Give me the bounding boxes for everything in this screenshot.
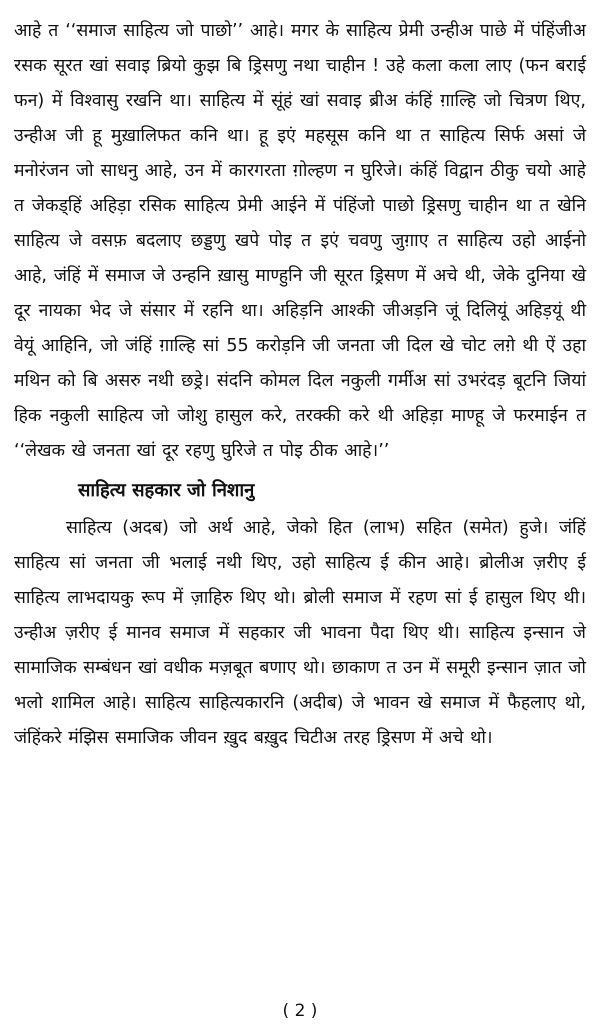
section-paragraph: साहित्य (अदब) जो अर्थ आहे, जेको हित (लाभ) सहित (समेत) हुजे। जंहिं साहित्य सां जनता जी भलाई नथी थिए, उहो साहित्य ई कीन आहे। ब्रोलीअ ज़रीए ई साहित्य लाभदायकु रूप में ज़ाहिरु थिए थो। ब्रोली समाज में रहण सां ई हासुल थिए थी। उन्हीअ ज़रीए ई मानव समाज में सहकार जी भावना पैदा थिए थी। साहित्य इन्सान जे सामाजिक सम्बंधन खां वधीक मज़बूत बणाए थो। छाकाण त उन में समूरी इन्सान ज़ात जो भलो शामिल आहे। साहित्य साहित्यकारनि (अदीब) जे भावन खे समाज में फैहलाए थो, जंहिंकरे मंझिस समाजिक जीवन ख़ुद बख़ुद चिटीअ तरह ड्रिसण में अचे थो। [14, 518, 586, 748]
section-heading: साहित्य सहकार जो निशानु [78, 480, 255, 501]
body-paragraph: आहे त ‘‘समाज साहित्य जो पाछो’’ आहे। मगर के साहित्य प्रेमी उन्हीअ पाछे में पंहिंजीअ रसक सूरत खां सवाइ ब्रियो कुझ बि ड्रिसणु नथा चाहीन ! उहे कला कला लाए (फन बराई फन) में विश्वासु रखनि था। साहित्य में सूंहं खां सवाइ ब्रीअ कंहिं ग़ाल्हि जो चित्रण थिए, उन्हीअ जी हू मुख़ालिफत कनि था। हू इएं महसूस कनि था त साहित्य सिर्फ असां जे मनोरंजन जो साधनु आहे, उन में कारगरता ग़ोल्हण न घुरिजे। कंहिं विद्वान ठीकु चयो आहे त जेकड्हिं अहिड़ा रसिक साहित्य प्रेमी आईने में पंहिंजो पाछो ड्रिसणु चाहीन था त खेनि साहित्य जे वसफ़ बदलाए छड्डणु खपे पोइ त इएं चवणु जुग़ाए त साहित्य उहो आईनो आहे, जंहिं में समाज जे उन्हनि ख़ासु माण्हुनि जी सूरत ड्रिसण में अचे थी, जेके दुनिया खे दूर नायका भेद जे संसार में रहनि था। अहिड़नि आश्की जीअड़नि जूं दिलियूं अहिड़यूं थी वेयूं आहिनि, जो जंहिं ग़ाल्हि सां 55 करोड़नि जी जनता जी दिल खे चोट लग़े थी ऐं उहा मथिन को बि असरु नथी छड्रे। संदनि कोमल दिल नकुली गर्मीअ सां उभरंदड़ बूटनि जियां हिक नकुली साहित्य जो जोशु हासुल करे, तरक्की करे थी अहिड़ा माण्हू जे फरमाईन त ‘‘लेखक खे जनता खां दूर रहणु घुरिजे त पोइ ठीक आहे।’’ [14, 21, 586, 461]
page-number: ( 2 ) [282, 1001, 318, 1021]
